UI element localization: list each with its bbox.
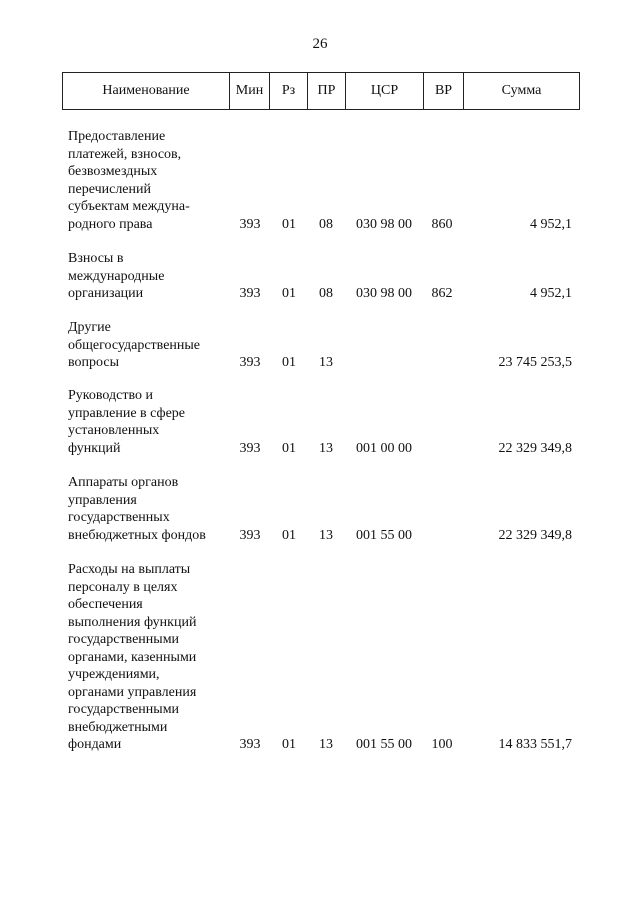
row-name-line: персоналу в целях xyxy=(68,579,178,595)
row-name-line: государственными xyxy=(68,702,180,717)
row-csr: 030 98 00 xyxy=(356,216,412,232)
row-name-line: учреждениями, xyxy=(68,667,160,682)
row-name-line: внебюджетными xyxy=(68,719,168,735)
row-min: 393 xyxy=(239,216,261,232)
row-name-line: Руководство и xyxy=(68,388,153,403)
row-min: 393 xyxy=(239,527,261,543)
row-sum: 4 952,1 xyxy=(530,216,572,232)
row-name xyxy=(68,250,228,303)
row-name xyxy=(68,128,228,233)
row-pr: 08 xyxy=(319,216,333,232)
row-rz: 01 xyxy=(282,440,296,456)
row-name-line: органами управления xyxy=(68,684,197,700)
row-csr: 001 55 00 xyxy=(356,527,412,543)
row-sum: 23 745 253,5 xyxy=(498,355,572,370)
row-rz: 01 xyxy=(282,737,296,752)
row-name xyxy=(68,387,228,457)
row-name-line: функций xyxy=(68,440,121,456)
row-pr: 13 xyxy=(319,527,333,543)
row-name-line: Другие xyxy=(68,320,111,335)
row-min: 393 xyxy=(239,355,261,370)
table-row xyxy=(0,250,640,303)
row-name-line: фондами xyxy=(68,737,122,752)
row-csr: 001 55 00 xyxy=(356,737,412,752)
row-pr: 08 xyxy=(319,286,333,301)
row-name-line: управления xyxy=(68,492,137,508)
row-min: 393 xyxy=(239,286,261,301)
row-name-line: государственных xyxy=(68,510,170,525)
row-name-line: безвозмездных xyxy=(68,164,158,179)
header-name: Наименование xyxy=(63,73,230,109)
table-header xyxy=(62,72,580,110)
header-rz: Рз xyxy=(270,73,308,109)
row-name xyxy=(68,474,228,544)
row-name-line: родного права xyxy=(68,216,153,232)
row-name-line: внебюджетных фондов xyxy=(68,527,206,543)
header-pr: ПР xyxy=(308,73,346,109)
row-name-line: вопросы xyxy=(68,355,119,370)
page-number: 26 xyxy=(312,36,328,52)
row-name-line: управление в сфере xyxy=(68,405,186,421)
row-sum: 22 329 349,8 xyxy=(498,440,572,456)
row-vr: 100 xyxy=(431,737,453,752)
row-name-line: Предоставление xyxy=(68,129,166,144)
header-sum: Сумма xyxy=(501,83,542,98)
row-rz: 01 xyxy=(282,286,296,301)
row-vr: 862 xyxy=(431,286,453,301)
header-csr: ЦСР xyxy=(346,73,424,109)
table-row xyxy=(0,561,640,754)
header-vr: ВР xyxy=(424,73,464,109)
row-name-line: органами, казенными xyxy=(68,649,197,665)
row-pr: 13 xyxy=(319,355,333,370)
row-sum: 4 952,1 xyxy=(530,286,572,301)
table-row xyxy=(0,474,640,544)
row-name-line: субъектам междуна- xyxy=(68,199,190,214)
row-name-line: платежей, взносов, xyxy=(68,146,182,162)
row-name-line: обеспечения xyxy=(68,597,143,612)
row-pr: 13 xyxy=(319,737,333,752)
row-name-line: организации xyxy=(68,286,144,301)
row-name-line: международные xyxy=(68,268,165,284)
table-row xyxy=(0,128,640,233)
row-rz: 01 xyxy=(282,355,296,370)
row-pr: 13 xyxy=(319,440,333,456)
row-csr: 030 98 00 xyxy=(356,286,412,301)
row-csr: 001 00 00 xyxy=(356,440,412,456)
row-name-line: установленных xyxy=(68,423,160,438)
row-min: 393 xyxy=(239,737,261,752)
table-row xyxy=(0,319,640,372)
row-vr: 860 xyxy=(431,216,453,232)
row-name-line: Расходы на выплаты xyxy=(68,562,191,577)
row-sum: 14 833 551,7 xyxy=(498,737,572,752)
row-rz: 01 xyxy=(282,527,296,543)
row-sum: 22 329 349,8 xyxy=(498,527,572,543)
header-min: Мин xyxy=(230,73,270,109)
row-name-line: Аппараты органов xyxy=(68,475,179,490)
row-min: 393 xyxy=(239,440,261,456)
table-row xyxy=(0,387,640,457)
row-name-line: Взносы в xyxy=(68,251,124,266)
row-name-line: государственными xyxy=(68,632,180,647)
row-name xyxy=(68,561,228,754)
row-name-line: перечислений xyxy=(68,181,151,197)
row-name xyxy=(68,319,228,372)
row-name-line: общегосударственные xyxy=(68,337,201,353)
row-rz: 01 xyxy=(282,216,296,232)
row-name-line: выполнения функций xyxy=(68,614,197,630)
